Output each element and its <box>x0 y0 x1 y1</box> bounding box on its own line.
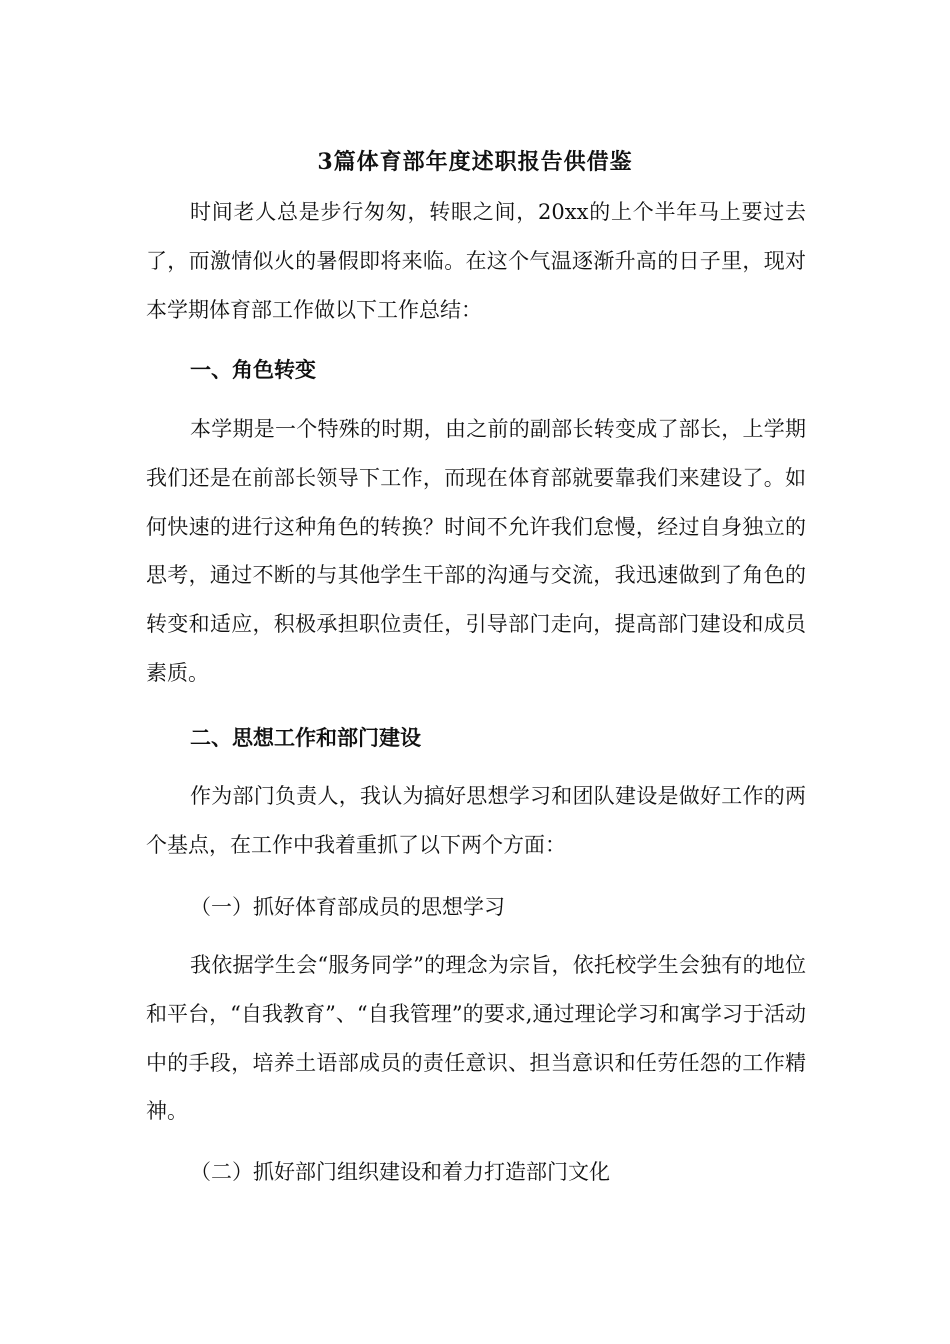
section-1-heading: 一、角色转变 <box>190 357 316 382</box>
section-2-paragraph: 作为部门负责人，我认为搞好思想学习和团队建设是做好工作的两个基点，在工作中我着重抓了以下两个方面： <box>146 784 806 857</box>
subsection-1-paragraph: 我依据学生会“服务同学”的理念为宗旨，依托校学生会独有的地位和平台，“自我教育”、“自我管理”的要求,通过理论学习和寓学习于活动中的手段，培养土语部成员的责任意识、担当意识和任劳任怨的工作精神。 <box>146 953 806 1124</box>
section-2-heading: 二、思想工作和部门建设 <box>190 725 421 750</box>
section-1-paragraph: 本学期是一个特殊的时期，由之前的副部长转变成了部长，上学期我们还是在前部长领导下工作，而现在体育部就要靠我们来建设了。如何快速的进行这种角色的转换？时间不允许我们怠慢，经过自身独立的思考，通过不断的与其他学生干部的沟通与交流，我迅速做到了角色的转变和适应，积极承担职位责任，引导部门走向，提高部门建设和成员素质。 <box>146 417 806 685</box>
intro-paragraph: 时间老人总是步行匆匆，转眼之间，20xx的上个半年马上要过去了，而激情似火的暑假即将来临。在这个气温逐渐升高的日子里，现对本学期体育部工作做以下工作总结： <box>146 200 806 322</box>
subsection-2-heading: （二）抓好部门组织建设和着力打造部门文化 <box>190 1160 610 1184</box>
document-title: 3篇体育部年度述职报告供借鉴 <box>317 149 633 175</box>
subsection-1-heading: （一）抓好体育部成员的思想学习 <box>190 895 505 919</box>
